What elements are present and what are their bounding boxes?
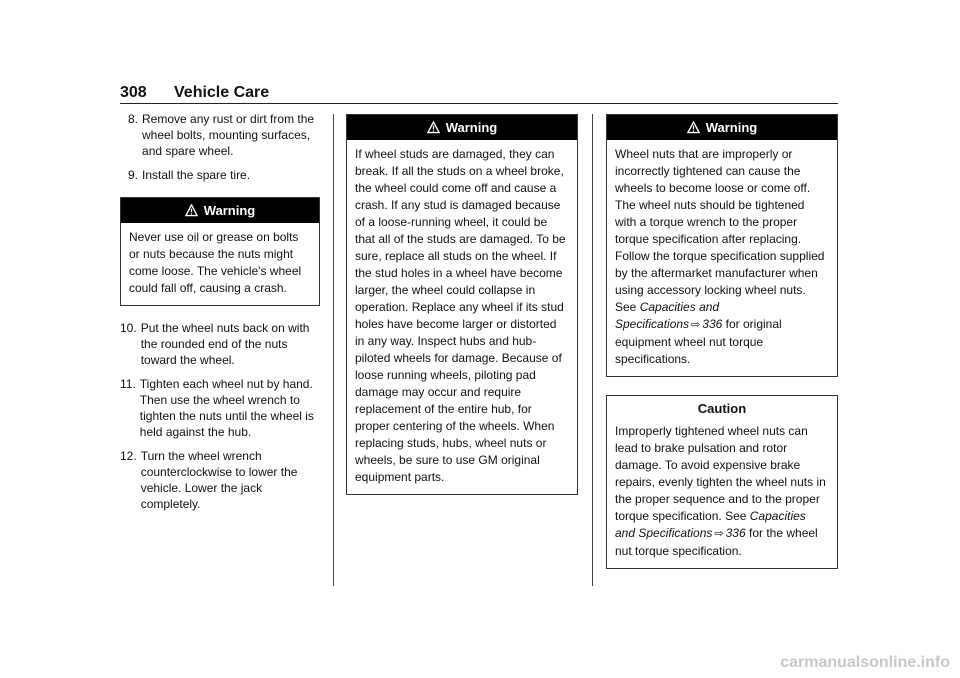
step-text: Tighten each wheel nut by hand. Then use the wheel wrench to tighten the nuts until the wheel is held against the hub. bbox=[139, 377, 314, 439]
warning-triangle-icon bbox=[185, 204, 198, 217]
page-reference-arrow-icon: ⇨ bbox=[691, 319, 701, 331]
cross-reference-link[interactable]: Capacities and Specifications bbox=[615, 300, 720, 331]
warning-title: Warning bbox=[203, 203, 256, 218]
warning-text: Never use oil or grease on bolts or nuts because the nuts might come loose. The vehicle's wheel could fall off, causing a crash. bbox=[129, 230, 302, 295]
step-11 bbox=[120, 376, 320, 440]
step-number: 11. bbox=[120, 377, 136, 391]
warning-title: Warning bbox=[705, 120, 758, 135]
page-reference-arrow-icon: ⇨ bbox=[714, 528, 724, 540]
step-number: 8. bbox=[128, 112, 139, 126]
column-3 bbox=[606, 114, 838, 569]
watermark: carmanualsonline.info bbox=[780, 654, 950, 671]
warning-triangle-icon bbox=[687, 121, 700, 134]
step-text: Install the spare tire. bbox=[142, 168, 251, 182]
warning-text: If wheel studs are damaged, they can break. If all the studs on a wheel broke, the wheel could come off and cause a crash. If any stud is damaged because of a loose-running wheel, it could be that all of the studs are damaged. To be sure, replace all studs on the wheel. If the stud holes in a wheel have become larger, the wheel could collapse in operation. Replace any wheel if its stud holes have become larger or distorted in any way. Inspect hubs and hub-piloted wheels for damage. Because of loose running wheels, piloting pad damage may occur and require replacement of the entire hub, for proper centering of the wheels. When replacing studs, hubs, wheel nuts or wheels, be sure to use GM original equipment parts. bbox=[355, 147, 566, 484]
page-number: 308 bbox=[120, 84, 147, 101]
caution-text-after: for the wheel nut torque specification. bbox=[615, 526, 818, 558]
caution-box bbox=[606, 395, 838, 569]
warning-triangle-icon bbox=[427, 121, 440, 134]
warning-title-bar bbox=[347, 115, 577, 140]
page-reference[interactable]: 336 bbox=[702, 317, 723, 331]
caution-text bbox=[607, 421, 837, 568]
steps-continued bbox=[120, 320, 320, 512]
warning-text-after: for original equipment wheel nut torque specifications. bbox=[615, 317, 782, 366]
header-rule bbox=[120, 103, 838, 104]
step-number: 12. bbox=[120, 449, 137, 463]
step-8 bbox=[120, 111, 320, 159]
warning-box bbox=[606, 114, 838, 377]
section-title: Vehicle Care bbox=[174, 84, 270, 101]
page-header bbox=[120, 84, 269, 102]
warning-title: Warning bbox=[445, 120, 498, 135]
step-number: 9. bbox=[128, 168, 139, 182]
page-reference[interactable]: 336 bbox=[725, 526, 746, 540]
step-12 bbox=[120, 448, 320, 512]
step-text: Remove any rust or dirt from the wheel bolts, mounting surfaces, and spare wheel. bbox=[142, 112, 315, 158]
column-divider bbox=[592, 114, 593, 586]
caution-text-before: Improperly tightened wheel nuts can lead to brake pulsation and rotor damage. To avoid expensive brake repairs, evenly tighten the wheel nuts in the proper sequence and to the proper torque specification. See bbox=[615, 424, 826, 523]
column-1 bbox=[120, 111, 320, 520]
step-10 bbox=[120, 320, 320, 368]
step-text: Turn the wheel wrench counterclockwise to lower the vehicle. Lower the jack completely. bbox=[140, 449, 298, 511]
warning-text-before: Wheel nuts that are improperly or incorrectly tightened can cause the wheels to become loose or come off. The wheel nuts should be tightened with a torque wrench to the proper torque specification after replacing. Follow the torque specification supplied by the aftermarket manufacturer when using accessory locking wheel nuts. See bbox=[615, 147, 825, 314]
step-number: 10. bbox=[120, 321, 137, 335]
column-2 bbox=[346, 114, 578, 495]
caution-title: Caution bbox=[607, 396, 837, 421]
warning-box bbox=[120, 197, 320, 306]
column-divider bbox=[333, 114, 334, 586]
warning-text bbox=[607, 140, 837, 376]
warning-title-bar bbox=[607, 115, 837, 140]
warning-box bbox=[346, 114, 578, 495]
step-9 bbox=[120, 167, 320, 183]
step-text: Put the wheel nuts back on with the rounded end of the nuts toward the wheel. bbox=[140, 321, 310, 367]
cross-reference-link[interactable]: Capacities and Specifications bbox=[615, 509, 806, 540]
warning-title-bar bbox=[121, 198, 319, 223]
